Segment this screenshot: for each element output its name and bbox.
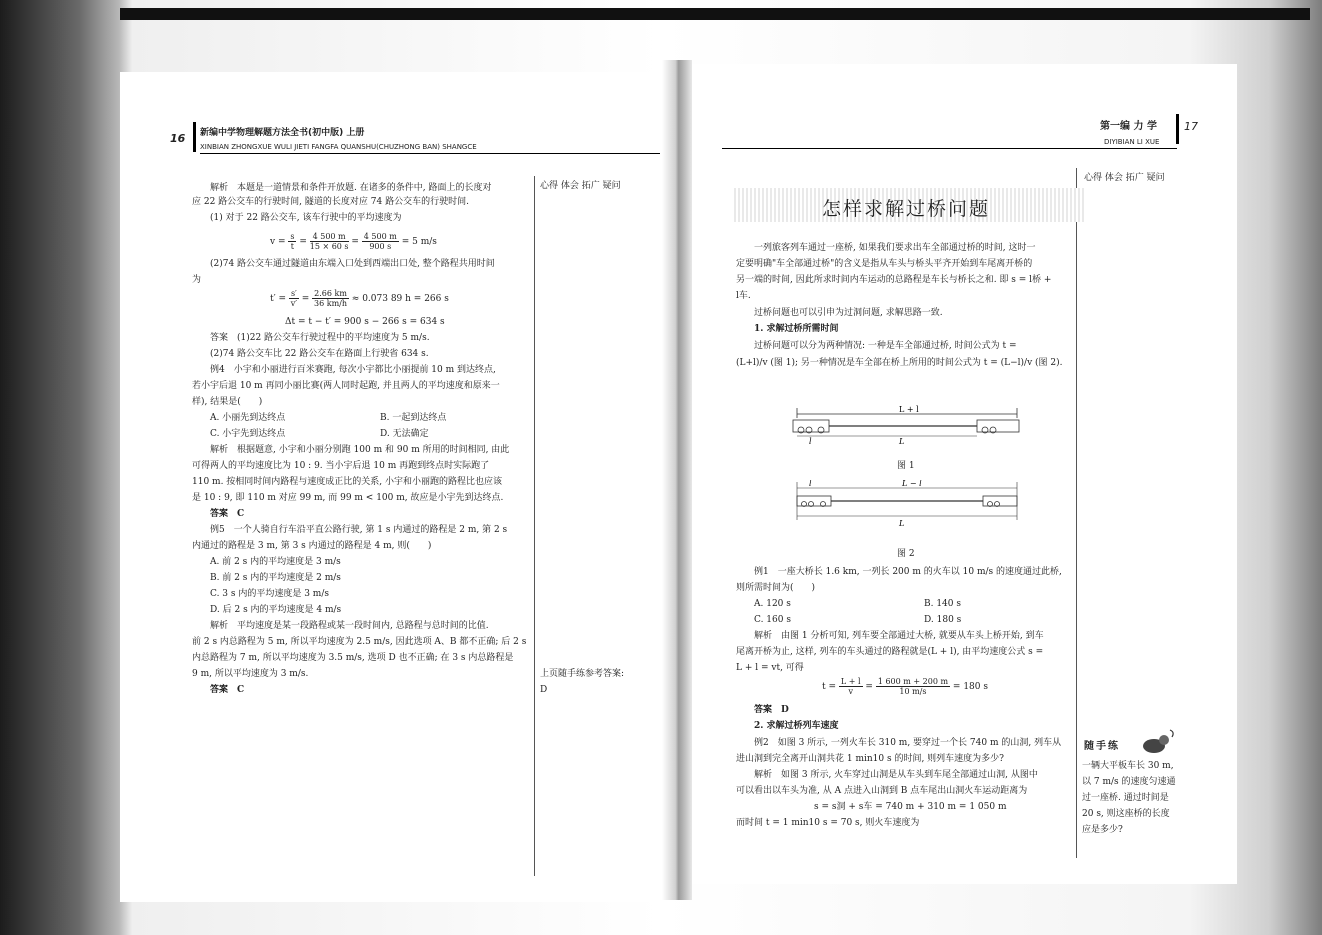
left-option: A. 小丽先到达终点: [210, 413, 286, 423]
book-spine: [662, 60, 692, 900]
left-sidebar-label: 心得 体会 拓广 疑问: [540, 181, 621, 191]
right-line: 解析 如图 3 所示, 火车穿过山洞是从车头到车尾全部通过山洞, 从图中: [754, 770, 1038, 780]
left-answer: 答案 C: [210, 509, 245, 519]
scan-top-edge: [120, 8, 1310, 20]
left-option: C. 小宇先到达终点: [210, 429, 286, 439]
left-option: D. 后 2 s 内的平均速度是 4 m/s: [210, 605, 342, 615]
left-line: 9 m, 所以平均速度为 3 m/s.: [192, 669, 309, 679]
right-page: [692, 64, 1237, 884]
right-header-bar: [1176, 114, 1179, 144]
left-line: 例4 小宇和小丽进行百米赛跑, 每次小宇都比小丽提前 10 m 到达终点,: [210, 365, 496, 375]
eq2-fraction: [312, 289, 349, 308]
right-sidebar-label: 心得 体会 拓广 疑问: [1084, 173, 1165, 183]
eq1-f3-den: 900 s: [369, 242, 392, 251]
right-header-rule: [722, 148, 1177, 149]
practice-line: 应是多少?: [1082, 825, 1123, 835]
eq3-f1-num: L + l: [840, 677, 861, 686]
left-header-pinyin: XINBIAN ZHONGXUE WULI JIETI FANGFA QUANSHU(CHUZHONG BAN) SHANGCE: [200, 143, 477, 151]
figure-1-diagram: [787, 404, 1027, 454]
practice-line: 过一座桥. 通过时间是: [1082, 793, 1169, 803]
fig1-label-bottom: L: [899, 437, 905, 446]
left-line: 解析 本题是一道情景和条件开放题. 在诸多的条件中, 路面上的长度对: [210, 183, 492, 193]
left-line: 答案 (1)22 路公交车行驶过程中的平均速度为 5 m/s.: [210, 333, 430, 343]
left-line: 是 10 : 9, 即 110 m 对应 99 m, 而 99 m < 100 m, 故应是小宇先到达终点.: [192, 493, 504, 503]
right-line: 解析 由图 1 分析可知, 列车要全部通过大桥, 就要从车头上桥开始, 到车: [754, 631, 1044, 641]
right-option: D. 180 s: [924, 615, 962, 625]
left-option: A. 前 2 s 内的平均速度是 3 m/s: [210, 557, 341, 567]
right-line: 定要明确"车全部通过桥"的含义是指从车头与桥头平齐开始到车尾离开桥的: [736, 259, 1033, 269]
right-header-pinyin: DIYIBIAN LI XUE: [1104, 138, 1160, 146]
left-sidebar-answer-value: D: [540, 685, 548, 695]
eq3-lhs: t =: [822, 682, 839, 692]
right-line: s = s洞 + s车 = 740 m + 310 m = 1 050 m: [814, 802, 1007, 812]
left-line: 解析 根据题意, 小宇和小丽分别跑 100 m 和 90 m 所用的时间相同, 由此: [210, 445, 510, 455]
fig1-label-top: L + l: [899, 405, 919, 414]
eq1-lhs: v =: [270, 237, 289, 247]
left-line: (2)74 路公交车比 22 路公交车在路面上行驶省 634 s.: [210, 349, 429, 359]
figure-2-caption: 图 2: [897, 549, 915, 559]
practice-line: 一辆大平板车长 30 m,: [1082, 761, 1174, 771]
eq3-tail: = 180 s: [952, 682, 988, 692]
equation-time: t′ = $\frac{s'}{v'}$ = $\frac{2.66 km}{36 km/h}$ ≈ 0.073 89 h = 266 s: [270, 289, 449, 308]
right-line: 可以看出以车头为准, 从 A 点进入山洞到 B 点车尾出山洞火车运动距离为: [736, 786, 1028, 796]
eq1-f1-den: t: [290, 242, 295, 251]
left-line: (1) 对于 22 路公交车, 该车行驶中的平均速度为: [210, 213, 402, 223]
eq3-fraction: [876, 677, 950, 696]
eq1-fraction: [362, 232, 399, 251]
right-line: 例2 如图 3 所示, 一列火车长 310 m, 要穿过一个长 740 m 的山洞, 列车从: [754, 738, 1062, 748]
section-title: 怎样求解过桥问题: [822, 198, 991, 220]
eq3-fraction: [839, 677, 863, 696]
left-line: 110 m. 按相同时间内路程与速度成正比的关系, 小宇和小丽跑的路程比也应该: [192, 477, 503, 487]
right-answer: 答案 D: [754, 705, 789, 715]
left-line: 内通过的路程是 3 m, 第 3 s 内通过的路程是 4 m, 则( ): [192, 541, 432, 551]
right-line: 例1 一座大桥长 1.6 km, 一列长 200 m 的火车以 10 m/s 的速度通过此桥,: [754, 567, 1062, 577]
fig2-label-left: l: [809, 480, 812, 488]
eq2-lhs: t′ =: [270, 294, 289, 304]
left-header-title: 新编中学物理解题方法全书(初中版) 上册: [200, 128, 365, 138]
eq1-tail: = 5 m/s: [401, 237, 437, 247]
eq1-fraction: [288, 232, 296, 251]
left-line: 前 2 s 内总路程为 5 m, 所以平均速度为 2.5 m/s, 因此选项 A、B 都不正确; 后 2 s: [192, 637, 527, 647]
right-line: 过桥问题可以分为两种情况: 一种是车全部通过桥, 时间公式为 t =: [754, 341, 1017, 351]
eq3-f1-den: v: [848, 687, 853, 696]
right-line: 过桥问题也可以引申为过洞问题, 求解思路一致.: [754, 308, 943, 318]
eq2-fraction: [289, 289, 299, 308]
right-line: L + l = vt, 可得: [736, 663, 804, 673]
right-option: C. 160 s: [754, 615, 791, 625]
practice-label: 随手练: [1084, 741, 1120, 752]
eq2-f2-den: 36 km/h: [314, 299, 348, 308]
right-line: 而时间 t = 1 min10 s = 70 s, 则火车速度为: [736, 818, 920, 828]
eq2-f2-num: 2.66 km: [314, 289, 347, 298]
right-line: 尾离开桥为止, 这样, 列车的车头通过的路程就是(L + l), 由平均速度公式 s =: [736, 647, 1044, 657]
left-header-rule: [200, 153, 660, 154]
right-option: B. 140 s: [924, 599, 961, 609]
left-line: Δt = t − t′ = 900 s − 266 s = 634 s: [285, 317, 445, 327]
equation-average-speed: v = $\frac{s}{t}$ = $\frac{4 500 m}{15 \times 60 s}$ = $\frac{4 500 m}{900 s}$ = 5 m/s: [270, 232, 437, 251]
left-margin-rule: [534, 176, 535, 876]
practice-illustration-icon: [1138, 726, 1178, 756]
eq3-f2-den: 10 m/s: [899, 687, 927, 696]
eq2-f1-num: s′: [290, 289, 297, 298]
equation-bridge-time: t = $\frac{L + l}{v}$ = $\frac{1 600 m + 200 m}{10 m/s}$ = 180 s: [822, 677, 988, 696]
left-line: 内总路程为 7 m, 所以平均速度为 3.5 m/s, 选项 D 也不正确; 在 3 s 内总路程是: [192, 653, 514, 663]
left-sidebar-answer-label: 上页随手练参考答案:: [540, 669, 625, 679]
eq1-f2-num: 4 500 m: [310, 232, 349, 242]
fig1-label-left: l: [809, 437, 812, 446]
left-option: C. 3 s 内的平均速度是 3 m/s: [210, 589, 329, 599]
left-line: 样), 结果是( ): [192, 397, 263, 407]
left-page: [120, 72, 665, 902]
right-margin-rule: [1076, 168, 1077, 858]
figure-2-diagram: [787, 480, 1027, 530]
left-line: 为: [192, 275, 202, 285]
eq1-f1-num: s: [290, 232, 295, 241]
right-line: 一列旅客列车通过一座桥, 如果我们要求出车全部通过桥的时间, 这时一: [754, 243, 1036, 253]
fig2-label-bottom: L: [899, 519, 905, 528]
left-line: 若小宇后退 10 m 再同小丽比赛(两人同时起跑, 并且两人的平均速度和原来一: [192, 381, 500, 391]
right-line: l车.: [736, 291, 751, 301]
right-header-title: 第一编 力 学: [1100, 121, 1157, 132]
right-subheading: 2. 求解过桥列车速度: [754, 721, 839, 731]
figure-1-caption: 图 1: [897, 461, 915, 471]
left-option: B. 前 2 s 内的平均速度是 2 m/s: [210, 573, 341, 583]
eq2-tail: ≈ 0.073 89 h = 266 s: [351, 294, 449, 304]
eq1-fraction: [310, 232, 349, 251]
eq2-f1-den: v′: [290, 299, 298, 308]
right-line: 则所需时间为( ): [736, 583, 816, 593]
fig2-label-top: L − l: [902, 480, 922, 488]
left-answer: 答案 C: [210, 685, 245, 695]
eq1-f2-den: 15 × 60 s: [309, 242, 349, 251]
right-option: A. 120 s: [754, 599, 791, 609]
left-option: B. 一起到达终点: [380, 413, 447, 423]
left-option: D. 无法确定: [380, 429, 429, 439]
practice-line: 以 7 m/s 的速度匀速通: [1082, 777, 1176, 787]
left-line: 应 22 路公交车的行驶时间, 隧道的长度对应 74 路公交车的行驶时间.: [192, 197, 469, 207]
left-page-number: 16: [170, 132, 186, 145]
left-line: (2)74 路公交车通过隧道由东端入口处到西端出口处, 整个路程共用时间: [210, 259, 495, 269]
left-line: 解析 平均速度是某一段路程或某一段时间内, 总路程与总时间的比值.: [210, 621, 489, 631]
right-line: (L+l)/v (图 1); 另一种情况是车全部在桥上所用的时间公式为 t = (L−l)/v (图 2).: [736, 358, 1063, 368]
right-page-number: 17: [1184, 120, 1198, 133]
practice-line: 20 s, 则这座桥的长度: [1082, 809, 1170, 819]
left-line: 例5 一个人骑自行车沿平直公路行驶, 第 1 s 内通过的路程是 2 m, 第 2 s: [210, 525, 508, 535]
left-line: 可得两人的平均速度比为 10 : 9. 当小宇后退 10 m 再跑到终点时实际跑了: [192, 461, 490, 471]
left-header-bar: [193, 122, 196, 152]
right-line: 进山洞到完全离开山洞共花 1 min10 s 的时间, 则列车速度为多少?: [736, 754, 1004, 764]
right-line: 另一端的时间, 因此所求时间内车运动的总路程是车长与桥长之和. 即 s = l桥 +: [736, 275, 1052, 285]
eq3-f2-num: 1 600 m + 200 m: [877, 677, 949, 686]
right-subheading: 1. 求解过桥所需时间: [754, 324, 839, 334]
eq1-f3-num: 4 500 m: [363, 232, 397, 241]
